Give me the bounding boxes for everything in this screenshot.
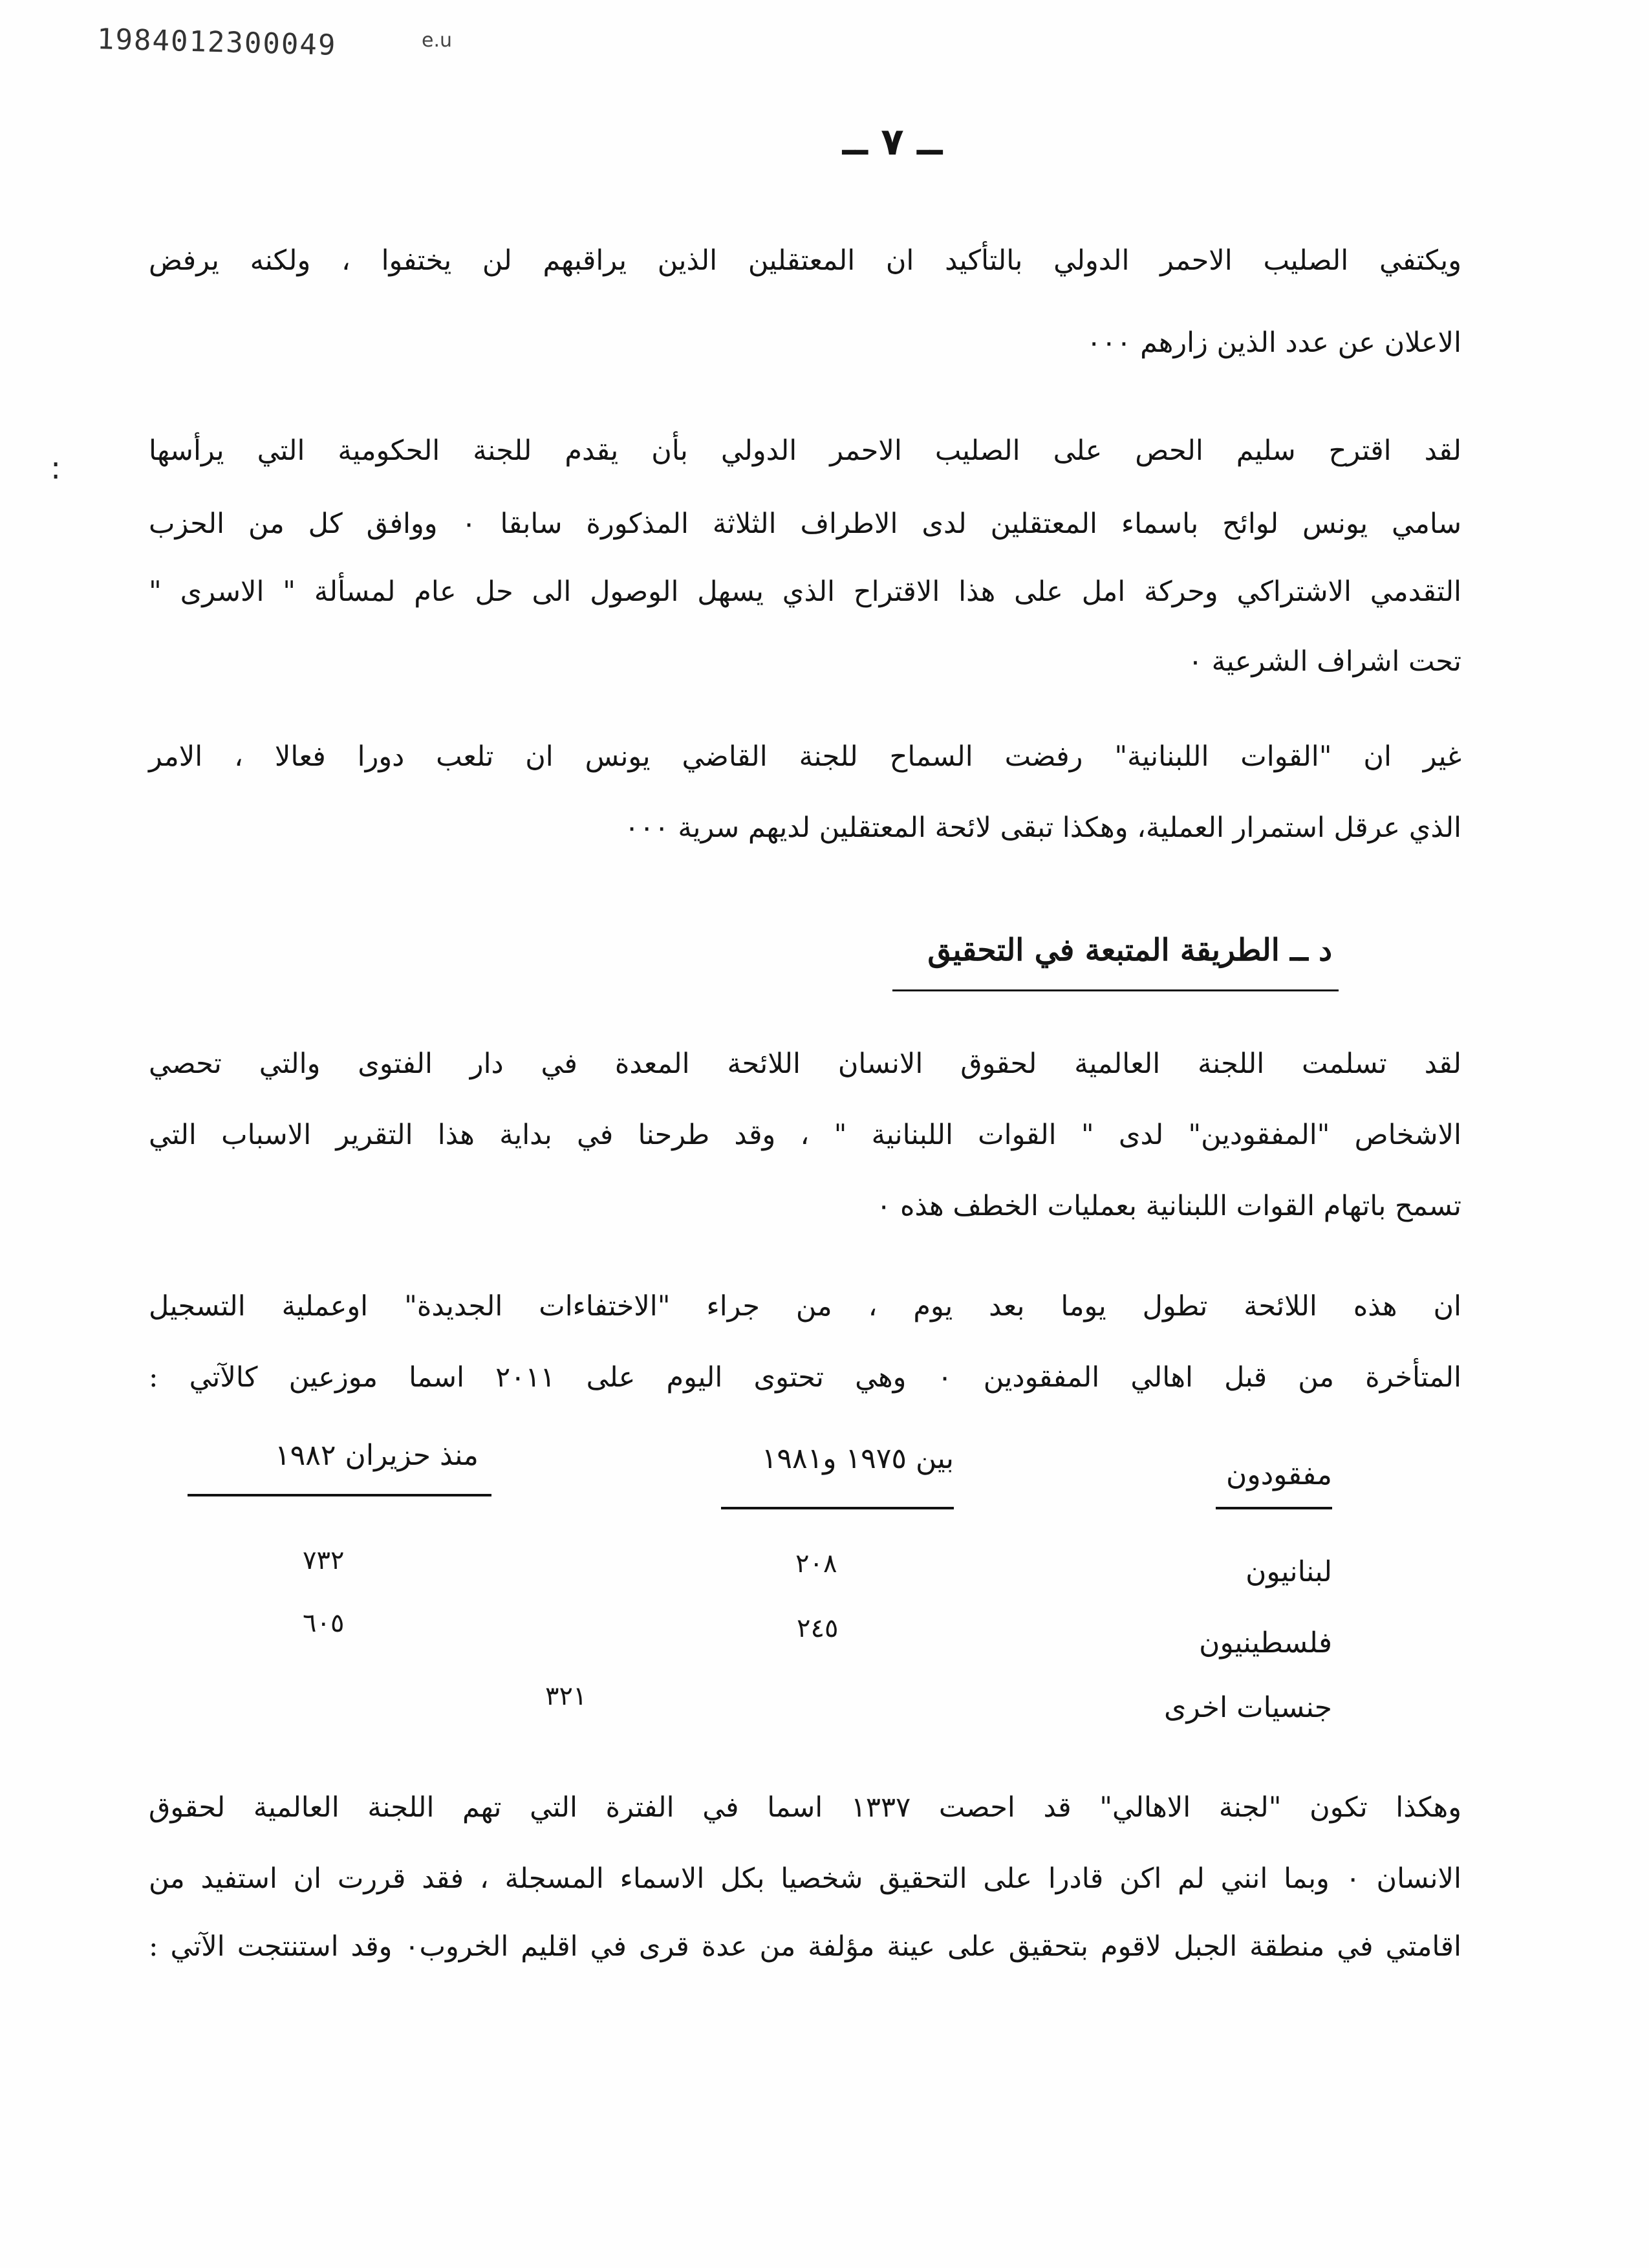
paragraph-2-line-1: لقد اقترح سليم الحص على الصليب الاحمر الدولي بأن يقدم للجنة الحكومية التي يرأسها [149, 435, 1461, 467]
paragraph-6-line-3: اقامتي في منطقة الجبل لاقوم بتحقيق على عينة مؤلفة من عدة قرى في اقليم الخروب٠ وقد استنتجت الآتي : [149, 1930, 1462, 1963]
table-header-since: منذ حزيران ١٩٨٢ [275, 1439, 479, 1472]
page-number: ــ ٧ ــ [842, 120, 943, 164]
paragraph-3-line-1: غير ان "القوات اللبنانية" رفضت السماح للجنة القاضي يونس ان تلعب دورا فعالا ، الامر [149, 740, 1461, 773]
section-heading: د ــ الطريقة المتبعة في التحقيق [927, 933, 1332, 968]
margin-mark: : [50, 450, 61, 486]
reference-note: e.u [422, 29, 453, 52]
paragraph-3-line-2: الذي عرقل استمرار العملية، وهكذا تبقى لائحة المعتقلين لديهم سرية ٠٠٠ [624, 812, 1461, 844]
table-row-label-palestinian: فلسطينيون [1199, 1626, 1332, 1659]
paragraph-4-line-2: الاشخاص "المفقودين" لدى " القوات اللبنانية " ، وقد طرحنا في بداية هذا التقرير الاسباب التي [149, 1119, 1461, 1151]
table-row-label-lebanese: لبنانيون [1245, 1555, 1332, 1588]
paragraph-1-line-1: ويكتفي الصليب الاحمر الدولي بالتأكيد ان المعتقلين الذين يراقبهم لن يختفوا ، ولكنه يرفض [149, 244, 1461, 277]
paragraph-1-line-2: الاعلان عن عدد الذين زارهم ٠٠٠ [1086, 327, 1461, 359]
paragraph-2-line-2: سامي يونس لوائح باسماء المعتقلين لدى الاطراف الثلاثة المذكورة سابقا ٠ ووافق كل من الحزب [149, 508, 1461, 540]
section-heading-underline [892, 989, 1339, 991]
paragraph-6-line-2: الانسان ٠ وبما انني لم اكن قادرا على التحقيق شخصيا بكل الاسماء المسجلة ، فقد قررت ان استفيد من [149, 1863, 1461, 1895]
paragraph-5-line-2: المتأخرة من قبل اهالي المفقودين ٠ وهي تحتوى اليوم على ٢٠١١ اسما موزعين كالآتي : [149, 1361, 1461, 1394]
table-header-missing: مفقودون [1226, 1458, 1332, 1491]
paragraph-6-line-1: وهكذا تكون "لجنة الاهالي" قد احصت ١٣٣٧ اسما في الفترة التي تهم اللجنة العالمية لحقوق [149, 1791, 1461, 1824]
table-cell-lebanese-between: ٢٠٨ [795, 1549, 837, 1579]
paragraph-2-line-3: التقدمي الاشتراكي وحركة امل على هذا الاقتراح الذي يسهل الوصول الى حل عام لمسألة " الاسرى " [149, 576, 1461, 608]
table-cell-lebanese-since: ٧٣٢ [303, 1546, 345, 1575]
table-header-between: بين ١٩٧٥ و١٩٨١ [761, 1442, 954, 1475]
paragraph-5-line-1: ان هذه اللائحة تطول يوما بعد يوم ، من جراء "الاختفاءات الجديدة" اوعملية التسجيل [149, 1290, 1461, 1323]
table-cell-other-combined: ٣٢١ [545, 1681, 587, 1711]
table-header-since-rule [188, 1494, 491, 1496]
table-cell-palestinian-since: ٦٠٥ [303, 1608, 345, 1638]
reference-number: 1984012300049 [96, 23, 337, 62]
table-cell-palestinian-between: ٢٤٥ [797, 1614, 839, 1643]
paragraph-4-line-1: لقد تسلمت اللجنة العالمية لحقوق الانسان اللائحة المعدة في دار الفتوى والتي تحصي [149, 1048, 1461, 1080]
paragraph-2-line-4: تحت اشراف الشرعية ٠ [1187, 645, 1461, 678]
table-header-between-rule [721, 1507, 954, 1509]
table-row-label-other: جنسيات اخرى [1164, 1691, 1332, 1724]
table-header-missing-rule [1216, 1507, 1332, 1509]
paragraph-4-line-3: تسمح باتهام القوات اللبنانية بعمليات الخطف هذه ٠ [876, 1190, 1461, 1222]
